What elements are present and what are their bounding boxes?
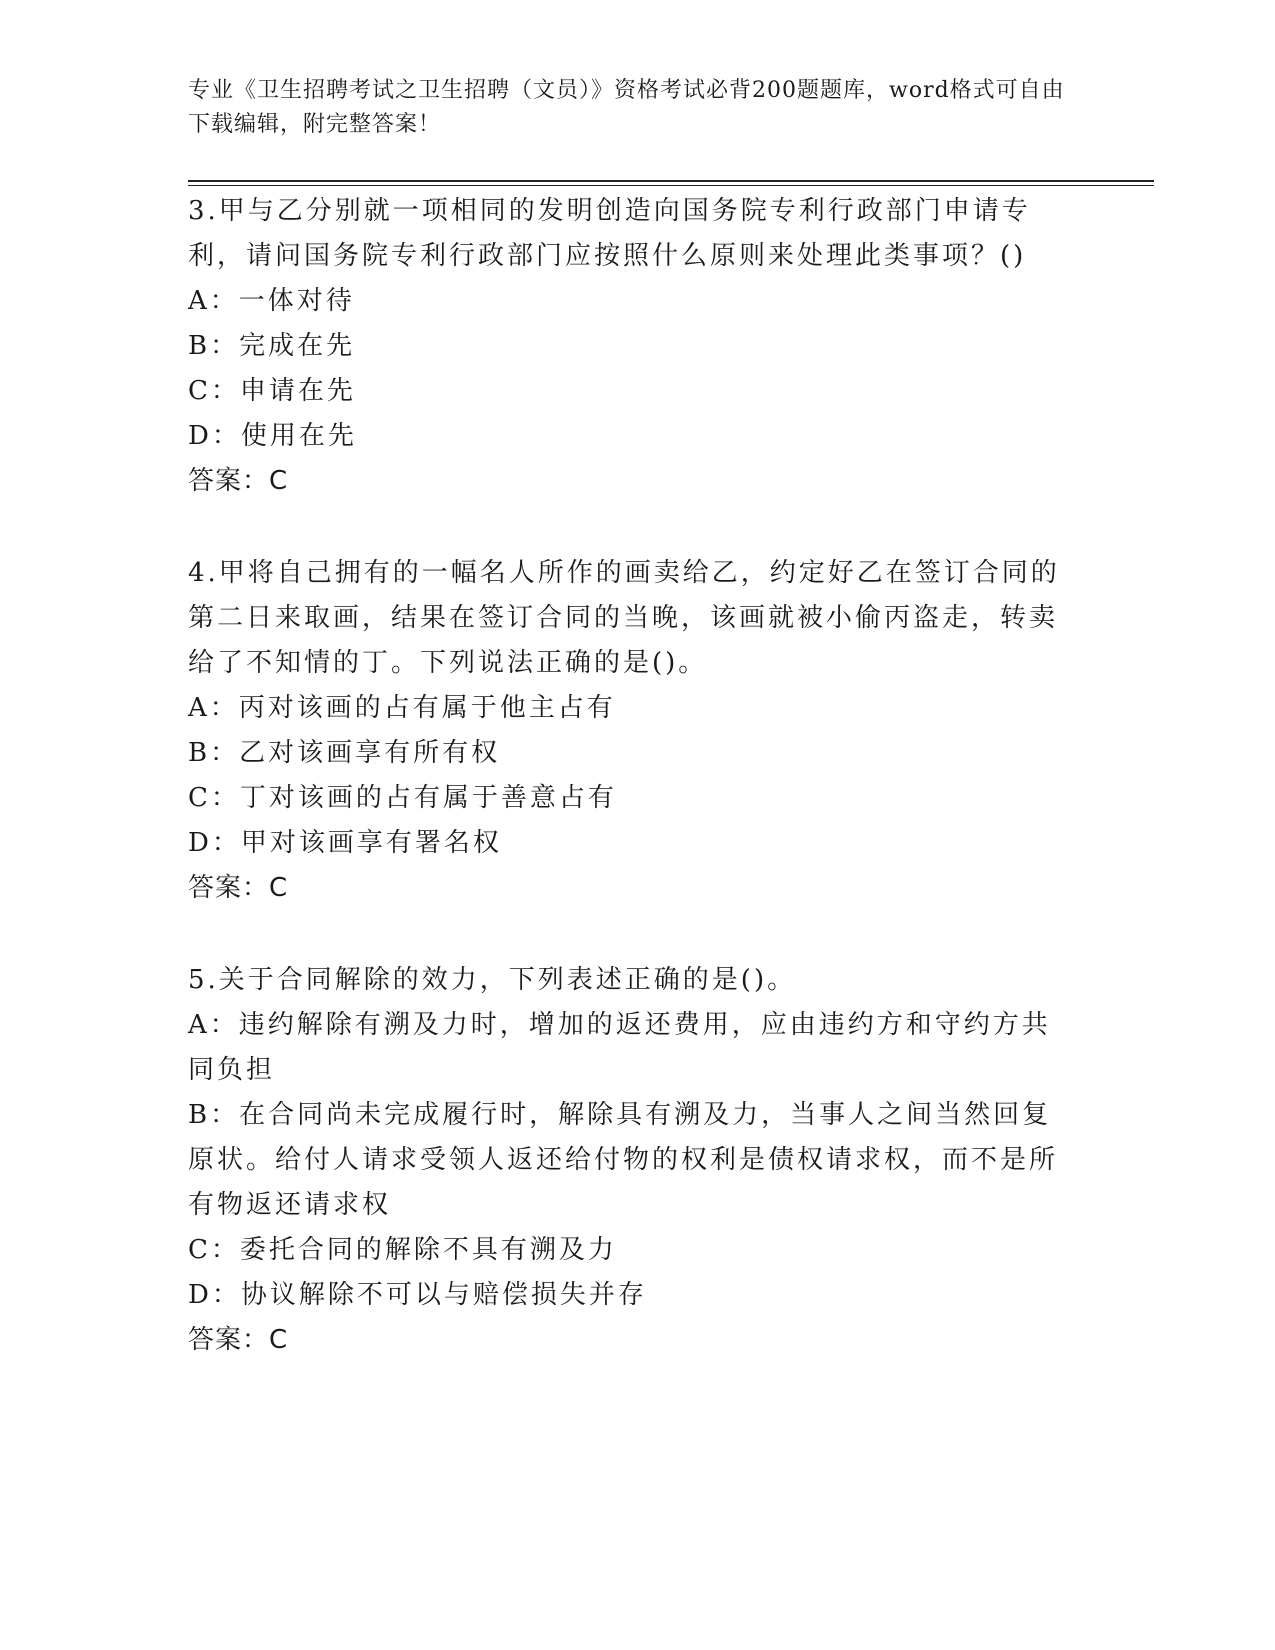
option-c: C：申请在先 (188, 376, 356, 406)
answer: 答案：C (188, 873, 289, 903)
option-b: B：完成在先 (188, 331, 356, 361)
option-a: A：违约解除有溯及力时，增加的返还费用，应由违约方和守约方共同负担 (188, 1010, 1051, 1085)
option-a: A：一体对待 (188, 286, 355, 316)
header-rule-thick (188, 180, 1154, 182)
question-5 (188, 958, 1068, 1363)
header-rule-thin (188, 185, 1154, 186)
question-stem: 4.甲将自己拥有的一幅名人所作的画卖给乙，约定好乙在签订合同的第二日来取画，结果在签订合同的当晚，该画就被小偷丙盗走，转卖给了不知情的丁。下列说法正确的是()。 (188, 558, 1060, 678)
answer: 答案：C (188, 1325, 289, 1355)
document-header: 专业《卫生招聘考试之卫生招聘（文员）》资格考试必背200题题库，word格式可自由下载编辑，附完整答案！ (188, 78, 1065, 137)
option-b: B：乙对该画享有所有权 (188, 738, 501, 768)
option-d: D：甲对该画享有署名权 (188, 828, 502, 858)
option-a: A：丙对该画的占有属于他主占有 (188, 693, 616, 723)
option-d: D：使用在先 (188, 421, 357, 451)
option-c: C：丁对该画的占有属于善意占有 (188, 783, 617, 813)
option-b: B：在合同尚未完成履行时，解除具有溯及力，当事人之间当然回复原状。给付人请求受领人返还给付物的权利是债权请求权，而不是所有物返还请求权 (188, 1100, 1059, 1220)
option-d: D：协议解除不可以与赔偿损失并存 (188, 1280, 647, 1310)
question-3 (188, 189, 1068, 504)
question-4 (188, 551, 1068, 911)
question-stem: 5.关于合同解除的效力，下列表述正确的是()。 (188, 965, 797, 995)
question-stem: 3.甲与乙分别就一项相同的发明创造向国务院专利行政部门申请专利，请问国务院专利行政部门应按照什么原则来处理此类事项？() (188, 196, 1031, 271)
option-c: C：委托合同的解除不具有溯及力 (188, 1235, 617, 1265)
answer: 答案：C (188, 466, 289, 496)
